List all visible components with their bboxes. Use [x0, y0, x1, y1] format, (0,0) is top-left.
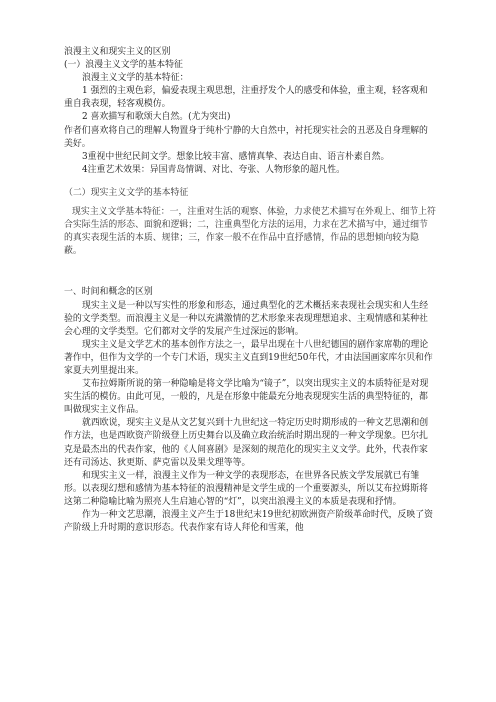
paragraph: 和现实主义一样，浪漫主义作为一种文学的表现形态，在世界各民族文学发展就已有雏形。以表现幻想和感情为基本特征的浪漫精神是文学生成的一个重要源头，所以艾布拉姆斯将这第二种隐喻比喻为照亮人生启迪心智的“灯”，以突出浪漫主义的本质是表现和抒情。 — [64, 470, 428, 507]
paragraph: 3重视中世纪民间文学。想象比较丰富、感情真挚、表达自由、语言朴素自然。 — [82, 151, 390, 162]
paragraph: 浪漫主义文学的基本特征： — [82, 73, 189, 84]
spacer — [64, 258, 436, 286]
paragraph: 2 喜欢描写和歌颂大自然。(尤为突出) — [82, 112, 231, 123]
paragraph: 现实主义文学基本特征：一，注重对生活的观察、体验，力求使艺术描写在外观上、细节上符合实际生活的形态、面貌和逻辑；二，注重典型化方法的运用，力求在艺术描写中，通过细节的真实表现生活的本质、规律；三，作家一般不在作品中直抒感情，作品的思想倾向较为隐蔽。 — [64, 207, 436, 257]
paragraph: 作者们喜欢将自己的理解人物置身于纯朴宁静的大自然中，衬托现实社会的丑恶及自身理解的美好。 — [64, 125, 428, 149]
paragraph: 1 强烈的主观色彩，偏爱表现主观思想，注重抒发个人的感受和体验，重主观，轻客观和重自我表现，轻客观模仿。 — [64, 86, 428, 110]
section-heading: （二）现实主义文学的基本特征 — [64, 187, 189, 198]
paragraph: 作为一种文艺思潮，浪漫主义产生于18世纪末19世纪初欧洲资产阶级革命时代，反映了资产阶级上升时期的意识形态。代表作家有诗人拜伦和雪莱，他 — [64, 510, 433, 534]
paragraph: 就西欧说，现实主义是从文艺复兴到十九世纪这一特定历史时期形成的一种文艺思潮和创作方法，也是西欧资产阶级登上历史舞台以及确立政治统治时期出现的一种文学现象。巴尔扎克是最杰出的代表作家，他的《人间喜剧》是深刻的规范化的现实主义文学。此外，代表作家还有司汤达、狄更斯、萨克雷以及果戈理等等。 — [64, 418, 429, 468]
paragraph: 4注重艺术效果：异国青岛情调、对比、夸张、人物形象的超凡性。 — [82, 164, 346, 175]
section-heading: 一、时间和概念的区别 — [64, 287, 153, 298]
document-title: 浪漫主义和现实主义的区别 — [64, 47, 171, 57]
document-body — [64, 46, 436, 535]
paragraph: 现实主义是文学艺术的基本创作方法之一，最早出现在十八世纪德国的剧作家席勒的理论著作中，但作为文学的一个专门术语，现实主义直到19世纪50年代，才由法国画家库尔贝和作家夏夫列里提出来。 — [64, 339, 433, 376]
section-heading: (一）浪漫主义文学的基本特征 — [64, 60, 183, 71]
paragraph: 艾布拉姆斯所说的第一种隐喻是将文学比喻为“镜子”，以突出现实主义的本质特征是对现实生活的模仿。由此可见，一般的，凡是在形象中能最充分地表现现实生活的典型特征的，都叫做现实主义作品。 — [64, 379, 429, 416]
paragraph: 现实主义是一种以写实性的形象和形态，通过典型化的艺术概括来表现社会现实和人生经验的文学类型。而浪漫主义是一种以充满激情的艺术形象来表现理想追求、主观情感和某种社会心理的文学类型。它们都对文学的发展产生过深远的影响。 — [64, 300, 429, 337]
